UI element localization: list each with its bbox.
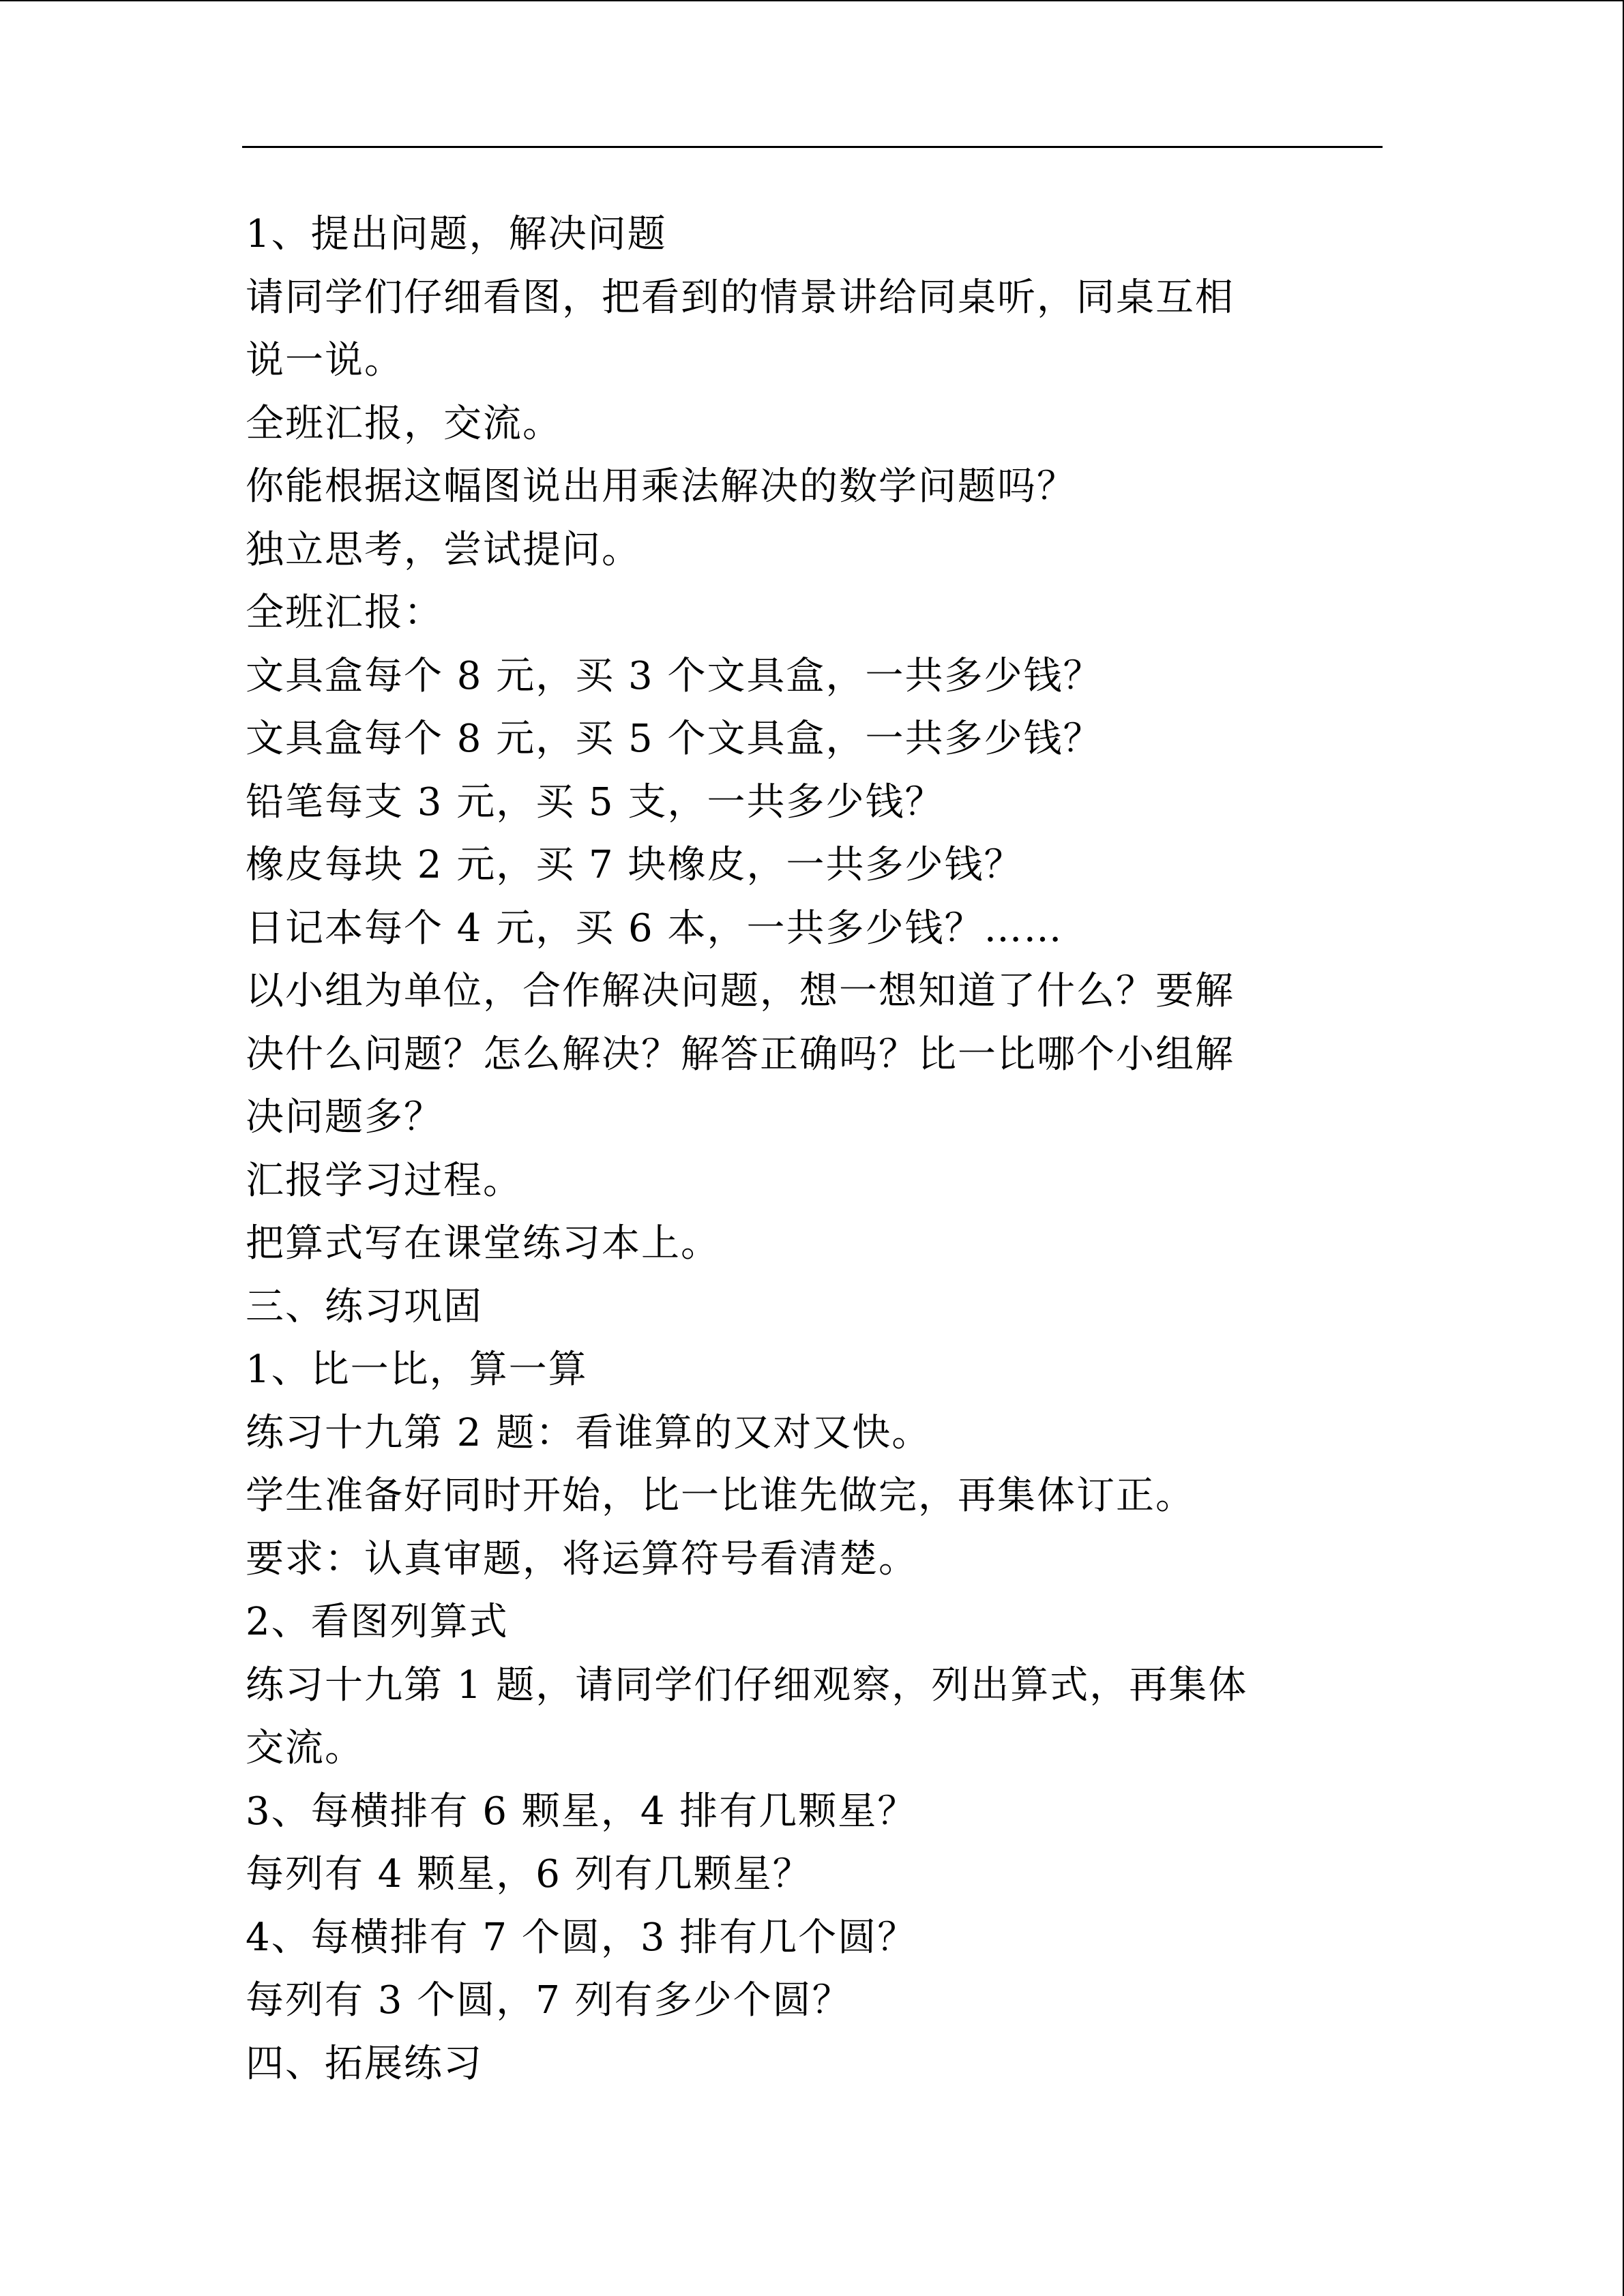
text-line: 铅笔每支 3 元，买 5 支，一共多少钱？ [246,779,945,824]
text-line: 练习十九第 1 题，请同学们仔细观察，列出算式，再集体 [246,1663,1248,1708]
text-line: 3、每横排有 6 颗星，4 排有几颗星？ [246,1789,917,1834]
text-line: 请同学们仔细看图，把看到的情景讲给同桌听，同桌互相 [246,275,1235,320]
text-line: 每列有 4 颗星，6 列有几颗星？ [246,1852,812,1896]
text-line: 文具盒每个 8 元，买 5 个文具盒，一共多少钱？ [246,717,1103,761]
text-line: 说一说。 [246,338,404,383]
header-rule [242,146,1383,148]
text-line: 日记本每个 4 元，买 6 本，一共多少钱？…… [246,906,1063,951]
text-line: 要求：认真审题，将运算符号看清楚。 [246,1536,918,1581]
section-heading: 三、练习巩固 [246,1284,483,1329]
text-line: 你能根据这幅图说出用乘法解决的数学问题吗？ [246,464,1076,509]
subsection-heading: 1、比一比，算一算 [246,1347,588,1392]
document-body [246,203,1350,2096]
text-line: 全班汇报： [246,591,443,635]
text-line: 独立思考，尝试提问。 [246,527,641,572]
text-line: 汇报学习过程。 [246,1158,522,1203]
subsection-heading: 2、看图列算式 [246,1600,509,1644]
text-line: 4、每横排有 7 个圆，3 排有几个圆？ [246,1915,917,1960]
text-line: 1、提出问题，解决问题 [246,212,667,256]
text-line: 决问题多？ [246,1095,443,1139]
text-line: 全班汇报，交流。 [246,401,562,446]
page-border-top [0,0,1624,1]
text-line: 交流。 [246,1726,364,1770]
text-line: 练习十九第 2 题：看谁算的又对又快。 [246,1410,932,1455]
text-line: 文具盒每个 8 元，买 3 个文具盒，一共多少钱？ [246,653,1103,698]
text-line: 把算式写在课堂练习本上。 [246,1221,720,1266]
text-line: 以小组为单位，合作解决问题，想一想知道了什么？要解 [246,969,1235,1013]
text-line: 决什么问题？怎么解决？解答正确吗？比一比哪个小组解 [246,1032,1235,1077]
section-heading: 四、拓展练习 [246,2041,483,2086]
text-line: 每列有 3 个圆，7 列有多少个圆？ [246,1978,852,2023]
text-line: 学生准备好同时开始，比一比谁先做完，再集体订正。 [246,1474,1195,1518]
text-line: 橡皮每块 2 元，买 7 块橡皮，一共多少钱？ [246,843,1024,887]
